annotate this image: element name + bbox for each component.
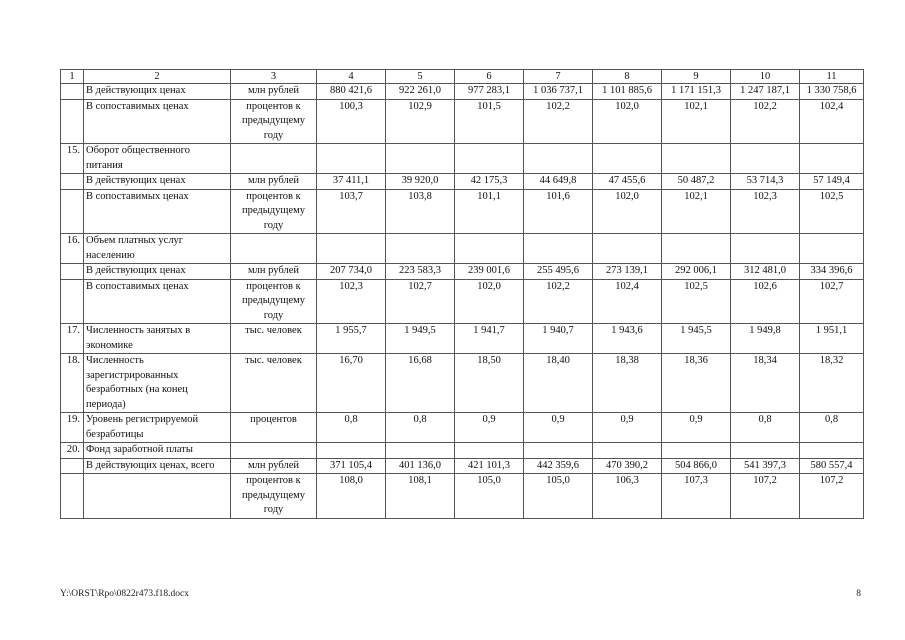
value-cell: 102,6 bbox=[731, 279, 800, 324]
table-row bbox=[61, 458, 864, 474]
value-cell: 1 940,7 bbox=[524, 324, 593, 354]
value-cell: 47 455,6 bbox=[593, 174, 662, 190]
header-cell: 4 bbox=[317, 70, 386, 84]
unit-cell: процентов к предыдущему году bbox=[231, 279, 317, 324]
value-cell bbox=[800, 443, 864, 459]
value-cell: 37 411,1 bbox=[317, 174, 386, 190]
value-cell: 1 941,7 bbox=[455, 324, 524, 354]
value-cell: 470 390,2 bbox=[593, 458, 662, 474]
table-row bbox=[61, 144, 864, 174]
unit-cell: млн рублей bbox=[231, 458, 317, 474]
value-cell: 0,8 bbox=[731, 413, 800, 443]
value-cell bbox=[455, 234, 524, 264]
header-cell: 8 bbox=[593, 70, 662, 84]
value-cell: 102,0 bbox=[593, 99, 662, 144]
value-cell: 207 734,0 bbox=[317, 264, 386, 280]
indicator-name: Оборот общественного питания bbox=[84, 144, 231, 174]
value-cell: 977 283,1 bbox=[455, 84, 524, 100]
data-table bbox=[60, 69, 864, 519]
value-cell: 103,7 bbox=[317, 189, 386, 234]
value-cell: 922 261,0 bbox=[386, 84, 455, 100]
value-cell: 102,7 bbox=[386, 279, 455, 324]
value-cell: 101,1 bbox=[455, 189, 524, 234]
header-cell: 5 bbox=[386, 70, 455, 84]
value-cell: 44 649,8 bbox=[524, 174, 593, 190]
indicator-name: В сопоставимых ценах bbox=[84, 279, 231, 324]
value-cell: 18,36 bbox=[662, 354, 731, 413]
value-cell: 18,38 bbox=[593, 354, 662, 413]
row-number bbox=[61, 458, 84, 474]
indicator-name: Фонд заработной платы bbox=[84, 443, 231, 459]
value-cell: 401 136,0 bbox=[386, 458, 455, 474]
unit-cell: процентов к предыдущему году bbox=[231, 189, 317, 234]
indicator-name: Объем платных услуг населению bbox=[84, 234, 231, 264]
unit-cell: млн рублей bbox=[231, 84, 317, 100]
value-cell bbox=[455, 144, 524, 174]
table-row bbox=[61, 174, 864, 190]
value-cell: 442 359,6 bbox=[524, 458, 593, 474]
value-cell: 105,0 bbox=[524, 474, 593, 519]
header-cell: 10 bbox=[731, 70, 800, 84]
table-body bbox=[61, 70, 864, 519]
value-cell bbox=[524, 443, 593, 459]
value-cell bbox=[455, 443, 524, 459]
indicator-name: Численность занятых в экономике bbox=[84, 324, 231, 354]
value-cell: 0,8 bbox=[317, 413, 386, 443]
row-number bbox=[61, 174, 84, 190]
value-cell: 100,3 bbox=[317, 99, 386, 144]
row-number: 20. bbox=[61, 443, 84, 459]
row-number: 15. bbox=[61, 144, 84, 174]
row-number bbox=[61, 264, 84, 280]
value-cell: 292 006,1 bbox=[662, 264, 731, 280]
unit-cell bbox=[231, 144, 317, 174]
value-cell: 312 481,0 bbox=[731, 264, 800, 280]
header-cell: 3 bbox=[231, 70, 317, 84]
unit-cell: млн рублей bbox=[231, 174, 317, 190]
indicator-name: Уровень регистрируемой безработицы bbox=[84, 413, 231, 443]
unit-cell: процентов bbox=[231, 413, 317, 443]
indicator-name: Численность зарегистрированных безработных (на конец периода) bbox=[84, 354, 231, 413]
table-row bbox=[61, 99, 864, 144]
value-cell bbox=[731, 144, 800, 174]
value-cell: 255 495,6 bbox=[524, 264, 593, 280]
value-cell: 1 330 758,6 bbox=[800, 84, 864, 100]
value-cell bbox=[524, 144, 593, 174]
value-cell: 50 487,2 bbox=[662, 174, 731, 190]
indicator-name: В сопоставимых ценах bbox=[84, 99, 231, 144]
value-cell bbox=[731, 234, 800, 264]
table-row bbox=[61, 264, 864, 280]
value-cell: 18,50 bbox=[455, 354, 524, 413]
value-cell: 102,4 bbox=[800, 99, 864, 144]
value-cell: 102,2 bbox=[524, 99, 593, 144]
value-cell: 421 101,3 bbox=[455, 458, 524, 474]
value-cell: 371 105,4 bbox=[317, 458, 386, 474]
table-header-row bbox=[61, 70, 864, 84]
value-cell: 880 421,6 bbox=[317, 84, 386, 100]
value-cell: 16,68 bbox=[386, 354, 455, 413]
value-cell: 1 945,5 bbox=[662, 324, 731, 354]
value-cell: 102,5 bbox=[662, 279, 731, 324]
value-cell bbox=[662, 144, 731, 174]
row-number bbox=[61, 279, 84, 324]
value-cell: 1 949,8 bbox=[731, 324, 800, 354]
value-cell: 334 396,6 bbox=[800, 264, 864, 280]
value-cell bbox=[731, 443, 800, 459]
row-number bbox=[61, 84, 84, 100]
indicator-name: В действующих ценах, всего bbox=[84, 458, 231, 474]
value-cell: 102,2 bbox=[731, 99, 800, 144]
value-cell bbox=[524, 234, 593, 264]
value-cell: 0,8 bbox=[800, 413, 864, 443]
value-cell: 223 583,3 bbox=[386, 264, 455, 280]
indicator-name: В действующих ценах bbox=[84, 264, 231, 280]
value-cell: 1 951,1 bbox=[800, 324, 864, 354]
value-cell: 102,1 bbox=[662, 189, 731, 234]
table-row bbox=[61, 413, 864, 443]
header-cell: 7 bbox=[524, 70, 593, 84]
value-cell bbox=[593, 443, 662, 459]
value-cell: 102,3 bbox=[317, 279, 386, 324]
indicator-name: В действующих ценах bbox=[84, 174, 231, 190]
value-cell: 102,1 bbox=[662, 99, 731, 144]
value-cell bbox=[800, 234, 864, 264]
value-cell: 53 714,3 bbox=[731, 174, 800, 190]
value-cell: 102,7 bbox=[800, 279, 864, 324]
header-cell: 9 bbox=[662, 70, 731, 84]
value-cell: 239 001,6 bbox=[455, 264, 524, 280]
value-cell: 103,8 bbox=[386, 189, 455, 234]
value-cell bbox=[317, 144, 386, 174]
value-cell: 101,5 bbox=[455, 99, 524, 144]
value-cell: 101,6 bbox=[524, 189, 593, 234]
row-number: 17. bbox=[61, 324, 84, 354]
value-cell: 106,3 bbox=[593, 474, 662, 519]
indicator-name bbox=[84, 474, 231, 519]
unit-cell bbox=[231, 234, 317, 264]
table-row bbox=[61, 474, 864, 519]
value-cell: 42 175,3 bbox=[455, 174, 524, 190]
table-row bbox=[61, 84, 864, 100]
row-number: 18. bbox=[61, 354, 84, 413]
value-cell: 1 943,6 bbox=[593, 324, 662, 354]
value-cell: 273 139,1 bbox=[593, 264, 662, 280]
value-cell bbox=[317, 234, 386, 264]
value-cell: 1 171 151,3 bbox=[662, 84, 731, 100]
value-cell: 108,1 bbox=[386, 474, 455, 519]
value-cell: 0,9 bbox=[593, 413, 662, 443]
value-cell: 1 101 885,6 bbox=[593, 84, 662, 100]
header-cell: 6 bbox=[455, 70, 524, 84]
value-cell: 107,2 bbox=[731, 474, 800, 519]
value-cell: 102,2 bbox=[524, 279, 593, 324]
value-cell: 16,70 bbox=[317, 354, 386, 413]
header-cell: 2 bbox=[84, 70, 231, 84]
file-path-footer: Y:\ORST\Rpo\0822r473.f18.docx bbox=[60, 589, 189, 599]
value-cell: 102,0 bbox=[593, 189, 662, 234]
value-cell bbox=[317, 443, 386, 459]
value-cell bbox=[662, 443, 731, 459]
value-cell bbox=[800, 144, 864, 174]
unit-cell: млн рублей bbox=[231, 264, 317, 280]
value-cell bbox=[593, 144, 662, 174]
value-cell: 0,8 bbox=[386, 413, 455, 443]
header-cell: 11 bbox=[800, 70, 864, 84]
row-number bbox=[61, 99, 84, 144]
value-cell: 102,3 bbox=[731, 189, 800, 234]
unit-cell: процентов к предыдущему году bbox=[231, 99, 317, 144]
value-cell bbox=[386, 144, 455, 174]
value-cell: 39 920,0 bbox=[386, 174, 455, 190]
value-cell: 1 955,7 bbox=[317, 324, 386, 354]
row-number: 16. bbox=[61, 234, 84, 264]
value-cell: 18,32 bbox=[800, 354, 864, 413]
value-cell bbox=[593, 234, 662, 264]
unit-cell: тыс. человек bbox=[231, 324, 317, 354]
value-cell: 57 149,4 bbox=[800, 174, 864, 190]
unit-cell bbox=[231, 443, 317, 459]
indicator-name: В действующих ценах bbox=[84, 84, 231, 100]
value-cell: 102,0 bbox=[455, 279, 524, 324]
row-number bbox=[61, 189, 84, 234]
table-row bbox=[61, 354, 864, 413]
value-cell: 0,9 bbox=[662, 413, 731, 443]
header-cell: 1 bbox=[61, 70, 84, 84]
value-cell bbox=[386, 443, 455, 459]
unit-cell: процентов к предыдущему году bbox=[231, 474, 317, 519]
value-cell: 1 949,5 bbox=[386, 324, 455, 354]
table-row bbox=[61, 279, 864, 324]
table-row bbox=[61, 234, 864, 264]
value-cell: 18,40 bbox=[524, 354, 593, 413]
value-cell: 107,3 bbox=[662, 474, 731, 519]
value-cell: 18,34 bbox=[731, 354, 800, 413]
value-cell bbox=[662, 234, 731, 264]
value-cell: 102,5 bbox=[800, 189, 864, 234]
value-cell: 1 036 737,1 bbox=[524, 84, 593, 100]
value-cell: 504 866,0 bbox=[662, 458, 731, 474]
value-cell: 580 557,4 bbox=[800, 458, 864, 474]
value-cell: 1 247 187,1 bbox=[731, 84, 800, 100]
indicator-name: В сопоставимых ценах bbox=[84, 189, 231, 234]
table-row bbox=[61, 443, 864, 459]
table-row bbox=[61, 324, 864, 354]
value-cell: 108,0 bbox=[317, 474, 386, 519]
value-cell: 102,9 bbox=[386, 99, 455, 144]
value-cell: 105,0 bbox=[455, 474, 524, 519]
row-number: 19. bbox=[61, 413, 84, 443]
value-cell: 0,9 bbox=[524, 413, 593, 443]
unit-cell: тыс. человек bbox=[231, 354, 317, 413]
page-number: 8 bbox=[856, 589, 861, 599]
value-cell: 107,2 bbox=[800, 474, 864, 519]
value-cell: 541 397,3 bbox=[731, 458, 800, 474]
row-number bbox=[61, 474, 84, 519]
value-cell: 0,9 bbox=[455, 413, 524, 443]
value-cell bbox=[386, 234, 455, 264]
value-cell: 102,4 bbox=[593, 279, 662, 324]
table-row bbox=[61, 189, 864, 234]
